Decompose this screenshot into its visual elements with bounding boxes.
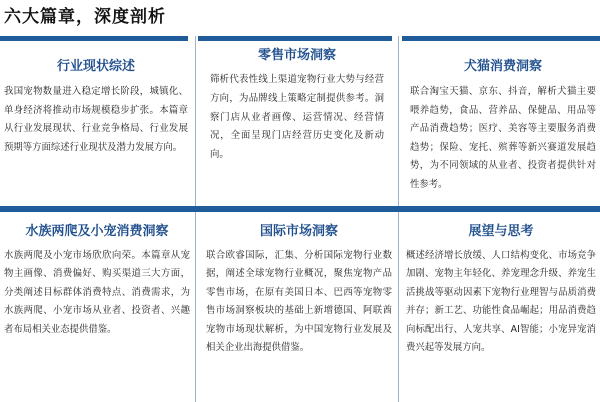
- accent-bar-left: [0, 36, 188, 41]
- section-body: 水族两爬及小宠市场欣欣向荣。本篇章从宠物主画像、消费偏好、购买渠道三大方面，分类阐述目标群体消费特点、消费需求，为水族两爬、小宠市场从业者、投资者、兴趣者布局相关业态提供借鉴。: [4, 250, 190, 335]
- section-title: 零售市场洞察: [257, 48, 336, 63]
- section-body: 概述经济增长放缓、人口结构变化、市场竞争加剧、宠物主年轻化、养宠理念升级、养宠生活挑战等驱动因素下宠物行业理智与品质消费并存；新工艺、功能性食品崛起；用品消费趋向标配出行、人宠共享、AI智能；小宠异宠消费兴起等发展方向。: [406, 250, 596, 354]
- section-body: 筛析代表性线上渠道宠物行业大势与经营方向，为品牌线上策略定制提供参考。洞察门店从业者画像、运营情况、经营情况，全面呈现门店经营历史变化及新动向。: [210, 74, 384, 161]
- section-retail-insight: [210, 44, 384, 165]
- column-divider-right: [398, 36, 399, 402]
- accent-bar-middle: [198, 36, 392, 41]
- section-body: 联合欧睿国际，汇集、分析国际宠物行业数据，阐述全球宠物行业概况，聚焦宠物产品零售市场，在原有美国日本、巴西等宠物零售市场洞察板块的基础上新增德国、阿联酋宠物市场现状解析，为中国宠物行业发展及相关企业出海提供借鉴。: [206, 250, 392, 354]
- section-industry-overview: [4, 55, 188, 157]
- accent-bar-right: [402, 36, 600, 41]
- column-divider-left: [195, 36, 196, 402]
- row-divider: [0, 206, 600, 212]
- section-body: 我国宠物数量进入稳定增长阶段，城镇化、单身经济将推动市场规模稳步扩张。本篇章从行业发展现状、行业竞争格局、行业发展预期等方面综述行业现状及潜力发展方向。: [4, 86, 188, 153]
- section-title: 国际市场洞察: [259, 224, 338, 239]
- section-dog-cat-consumption: [410, 55, 596, 194]
- section-title: 水族两爬及小宠消费洞察: [25, 224, 169, 239]
- section-aquatic-reptile-small-pet: [4, 220, 190, 339]
- section-outlook: [406, 220, 596, 357]
- page-title: 六大篇章，深度剖析: [4, 7, 166, 27]
- section-title: 行业现状综述: [56, 59, 135, 74]
- section-international-market: [206, 220, 392, 357]
- section-title: 展望与思考: [468, 224, 534, 239]
- section-body: 联合淘宝天猫、京东、抖音，解析犬猫主要喂养趋势，食品、营养品、保健品、用品等产品消费趋势；医疗、美容等主要服务消费趋势；保险、宠托、殡葬等新兴赛道发展趋势，为不同领域的从业者、投资者提供针对性参考。: [410, 86, 596, 190]
- section-title: 犬猫消费洞察: [463, 59, 542, 74]
